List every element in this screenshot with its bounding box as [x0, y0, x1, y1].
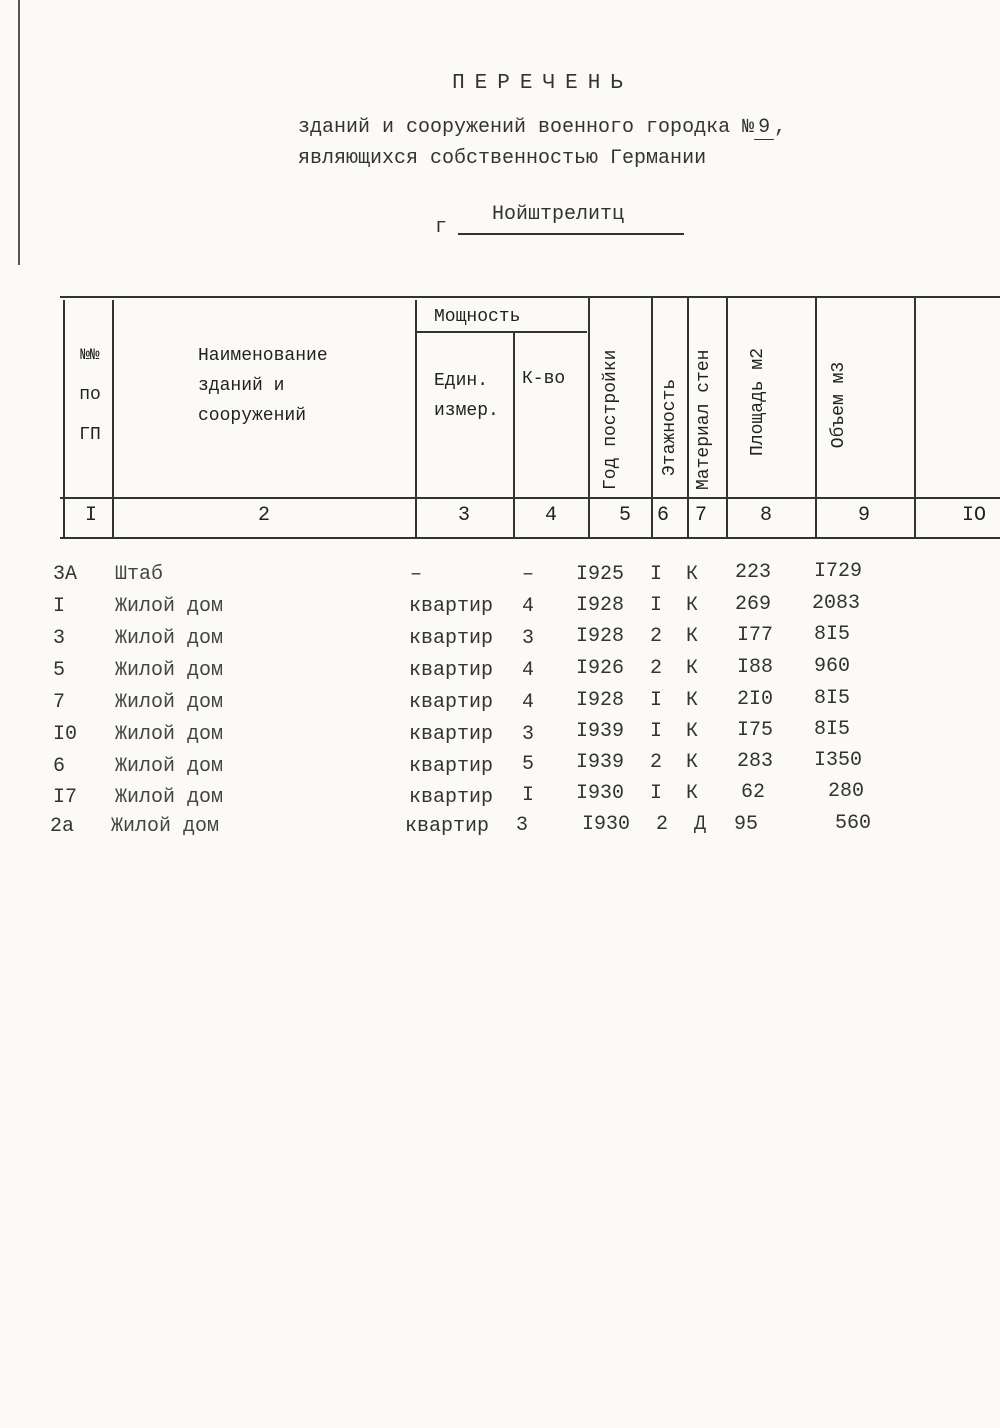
cell-name: Штаб — [115, 563, 164, 586]
colnum-8: 8 — [760, 504, 773, 527]
cell-material: К — [686, 625, 699, 648]
header-bottom-border — [60, 497, 1000, 499]
cell-floors: I — [650, 782, 663, 805]
cell-unit: квартир — [409, 595, 494, 618]
colnum-6: 6 — [657, 504, 670, 527]
cell-year: I925 — [576, 563, 625, 586]
cell-floors: 2 — [656, 813, 669, 836]
city-underline — [458, 233, 684, 235]
cell-year: I928 — [576, 594, 625, 617]
cell-gp: I0 — [53, 723, 78, 746]
header-col2 — [198, 341, 328, 431]
col-divider-2 — [415, 300, 417, 537]
cell-qty: – — [522, 563, 535, 586]
header-col2-line2: зданий и — [198, 376, 285, 396]
cell-gp: 2а — [50, 815, 75, 838]
colnum-9: 9 — [858, 504, 871, 527]
cell-area: 223 — [735, 561, 772, 584]
cell-name: Жилой дом — [115, 755, 224, 778]
header-col3-line1: Един. — [434, 371, 489, 391]
cell-gp: I7 — [53, 786, 78, 809]
cell-material: К — [686, 689, 699, 712]
cell-name: Жилой дом — [115, 723, 224, 746]
cell-volume: 8I5 — [814, 718, 851, 741]
cell-year: I926 — [576, 657, 625, 680]
cell-unit: квартир — [409, 691, 494, 714]
cell-name: Жилой дом — [115, 627, 224, 650]
cell-year: I939 — [576, 720, 625, 743]
cell-material: Д — [694, 813, 707, 836]
cell-volume: 2083 — [812, 592, 861, 615]
cell-qty: 4 — [522, 595, 535, 618]
cell-volume: I350 — [814, 749, 863, 772]
cell-qty: 3 — [522, 627, 535, 650]
cell-area: 62 — [741, 781, 766, 804]
cell-floors: 2 — [650, 657, 663, 680]
header-col9: Объем м3 — [829, 361, 849, 449]
cell-name: Жилой дом — [111, 815, 220, 838]
cell-qty: 4 — [522, 691, 535, 714]
colnum-4: 4 — [545, 504, 558, 527]
header-col3-line2: измер. — [434, 401, 499, 421]
cell-material: К — [686, 594, 699, 617]
city-prefix: г — [435, 216, 448, 239]
col-divider-1 — [112, 300, 114, 537]
table-header-end-border — [60, 537, 1000, 539]
cell-area: 2I0 — [737, 688, 774, 711]
cell-qty: I — [522, 784, 535, 807]
cell-year: I928 — [576, 625, 625, 648]
cell-material: К — [686, 782, 699, 805]
cell-material: К — [686, 720, 699, 743]
cell-qty: 5 — [522, 753, 535, 776]
cell-unit: квартир — [405, 815, 490, 838]
margin-line — [18, 0, 20, 265]
cell-name: Жилой дом — [115, 691, 224, 714]
cell-name: Жилой дом — [115, 786, 224, 809]
garrison-number: 9 — [754, 116, 774, 140]
header-col5: Год постройки — [601, 349, 621, 490]
subtitle-prefix: зданий и сооружений военного городка № — [298, 116, 755, 139]
col-divider-9 — [914, 296, 916, 537]
cell-year: I939 — [576, 751, 625, 774]
cell-gp: 5 — [53, 659, 66, 682]
header-power-group: Мощность — [434, 307, 521, 327]
cell-year: I928 — [576, 689, 625, 712]
cell-volume: 280 — [828, 780, 865, 803]
cell-floors: I — [650, 689, 663, 712]
cell-floors: I — [650, 594, 663, 617]
header-col1-line2: по — [79, 385, 101, 405]
subtitle-suffix: , — [774, 116, 787, 139]
cell-gp: I — [53, 595, 66, 618]
col-divider-0 — [63, 300, 65, 537]
colnum-1: I — [85, 504, 98, 527]
cell-area: I75 — [737, 719, 774, 742]
cell-name: Жилой дом — [115, 659, 224, 682]
cell-area: I88 — [737, 656, 774, 679]
cell-area: 95 — [734, 813, 759, 836]
col-divider-3 — [513, 333, 515, 537]
cell-floors: 2 — [650, 751, 663, 774]
cell-volume: 8I5 — [814, 623, 851, 646]
header-col1-line1: №№ — [80, 346, 100, 364]
colnum-5: 5 — [619, 504, 632, 527]
header-col7: Материал стен — [694, 349, 714, 490]
cell-volume: I729 — [814, 560, 863, 583]
colnum-10: IO — [962, 504, 987, 527]
col-divider-7 — [726, 296, 728, 537]
col-divider-6 — [687, 296, 689, 537]
city-name: Нойштрелитц — [492, 203, 625, 226]
document-subtitle-line2: являющихся собственностью Германии — [298, 147, 707, 170]
cell-unit: квартир — [409, 659, 494, 682]
header-col1 — [70, 340, 110, 450]
cell-material: К — [686, 657, 699, 680]
header-col3 — [434, 366, 499, 426]
cell-unit: квартир — [409, 723, 494, 746]
cell-year: I930 — [582, 813, 631, 836]
cell-unit: – — [410, 563, 423, 586]
cell-unit: квартир — [409, 755, 494, 778]
cell-name: Жилой дом — [115, 595, 224, 618]
cell-floors: 2 — [650, 625, 663, 648]
col-divider-4 — [588, 296, 590, 537]
document-title: ПЕРЕЧЕНЬ — [452, 72, 633, 95]
cell-gp: 3А — [53, 563, 78, 586]
header-col2-line3: сооружений — [198, 406, 307, 426]
header-col6: Этажность — [660, 378, 680, 476]
cell-unit: квартир — [409, 627, 494, 650]
cell-gp: 7 — [53, 691, 66, 714]
cell-material: К — [686, 751, 699, 774]
colnum-2: 2 — [258, 504, 271, 527]
col-divider-5 — [651, 296, 653, 537]
cell-qty: 4 — [522, 659, 535, 682]
header-col8: Площадь м2 — [748, 347, 768, 457]
cell-area: I77 — [737, 624, 774, 647]
col-divider-8 — [815, 296, 817, 537]
colnum-7: 7 — [695, 504, 708, 527]
cell-volume: 960 — [814, 655, 851, 678]
cell-area: 269 — [735, 593, 772, 616]
table-top-border — [60, 296, 1000, 298]
cell-gp: 3 — [53, 627, 66, 650]
cell-qty: 3 — [522, 723, 535, 746]
header-col4: К-во — [522, 369, 566, 389]
cell-gp: 6 — [53, 755, 66, 778]
cell-floors: I — [650, 563, 663, 586]
header-col2-line1: Наименование — [198, 346, 328, 366]
cell-area: 283 — [737, 750, 774, 773]
cell-floors: I — [650, 720, 663, 743]
document-subtitle-line1 — [298, 116, 786, 140]
colnum-3: 3 — [458, 504, 471, 527]
cell-unit: квартир — [409, 786, 494, 809]
cell-qty: 3 — [516, 814, 529, 837]
cell-volume: 8I5 — [814, 687, 851, 710]
header-col1-line3: ГП — [79, 425, 101, 445]
cell-year: I930 — [576, 782, 625, 805]
cell-volume: 560 — [835, 812, 872, 835]
cell-material: К — [686, 563, 699, 586]
